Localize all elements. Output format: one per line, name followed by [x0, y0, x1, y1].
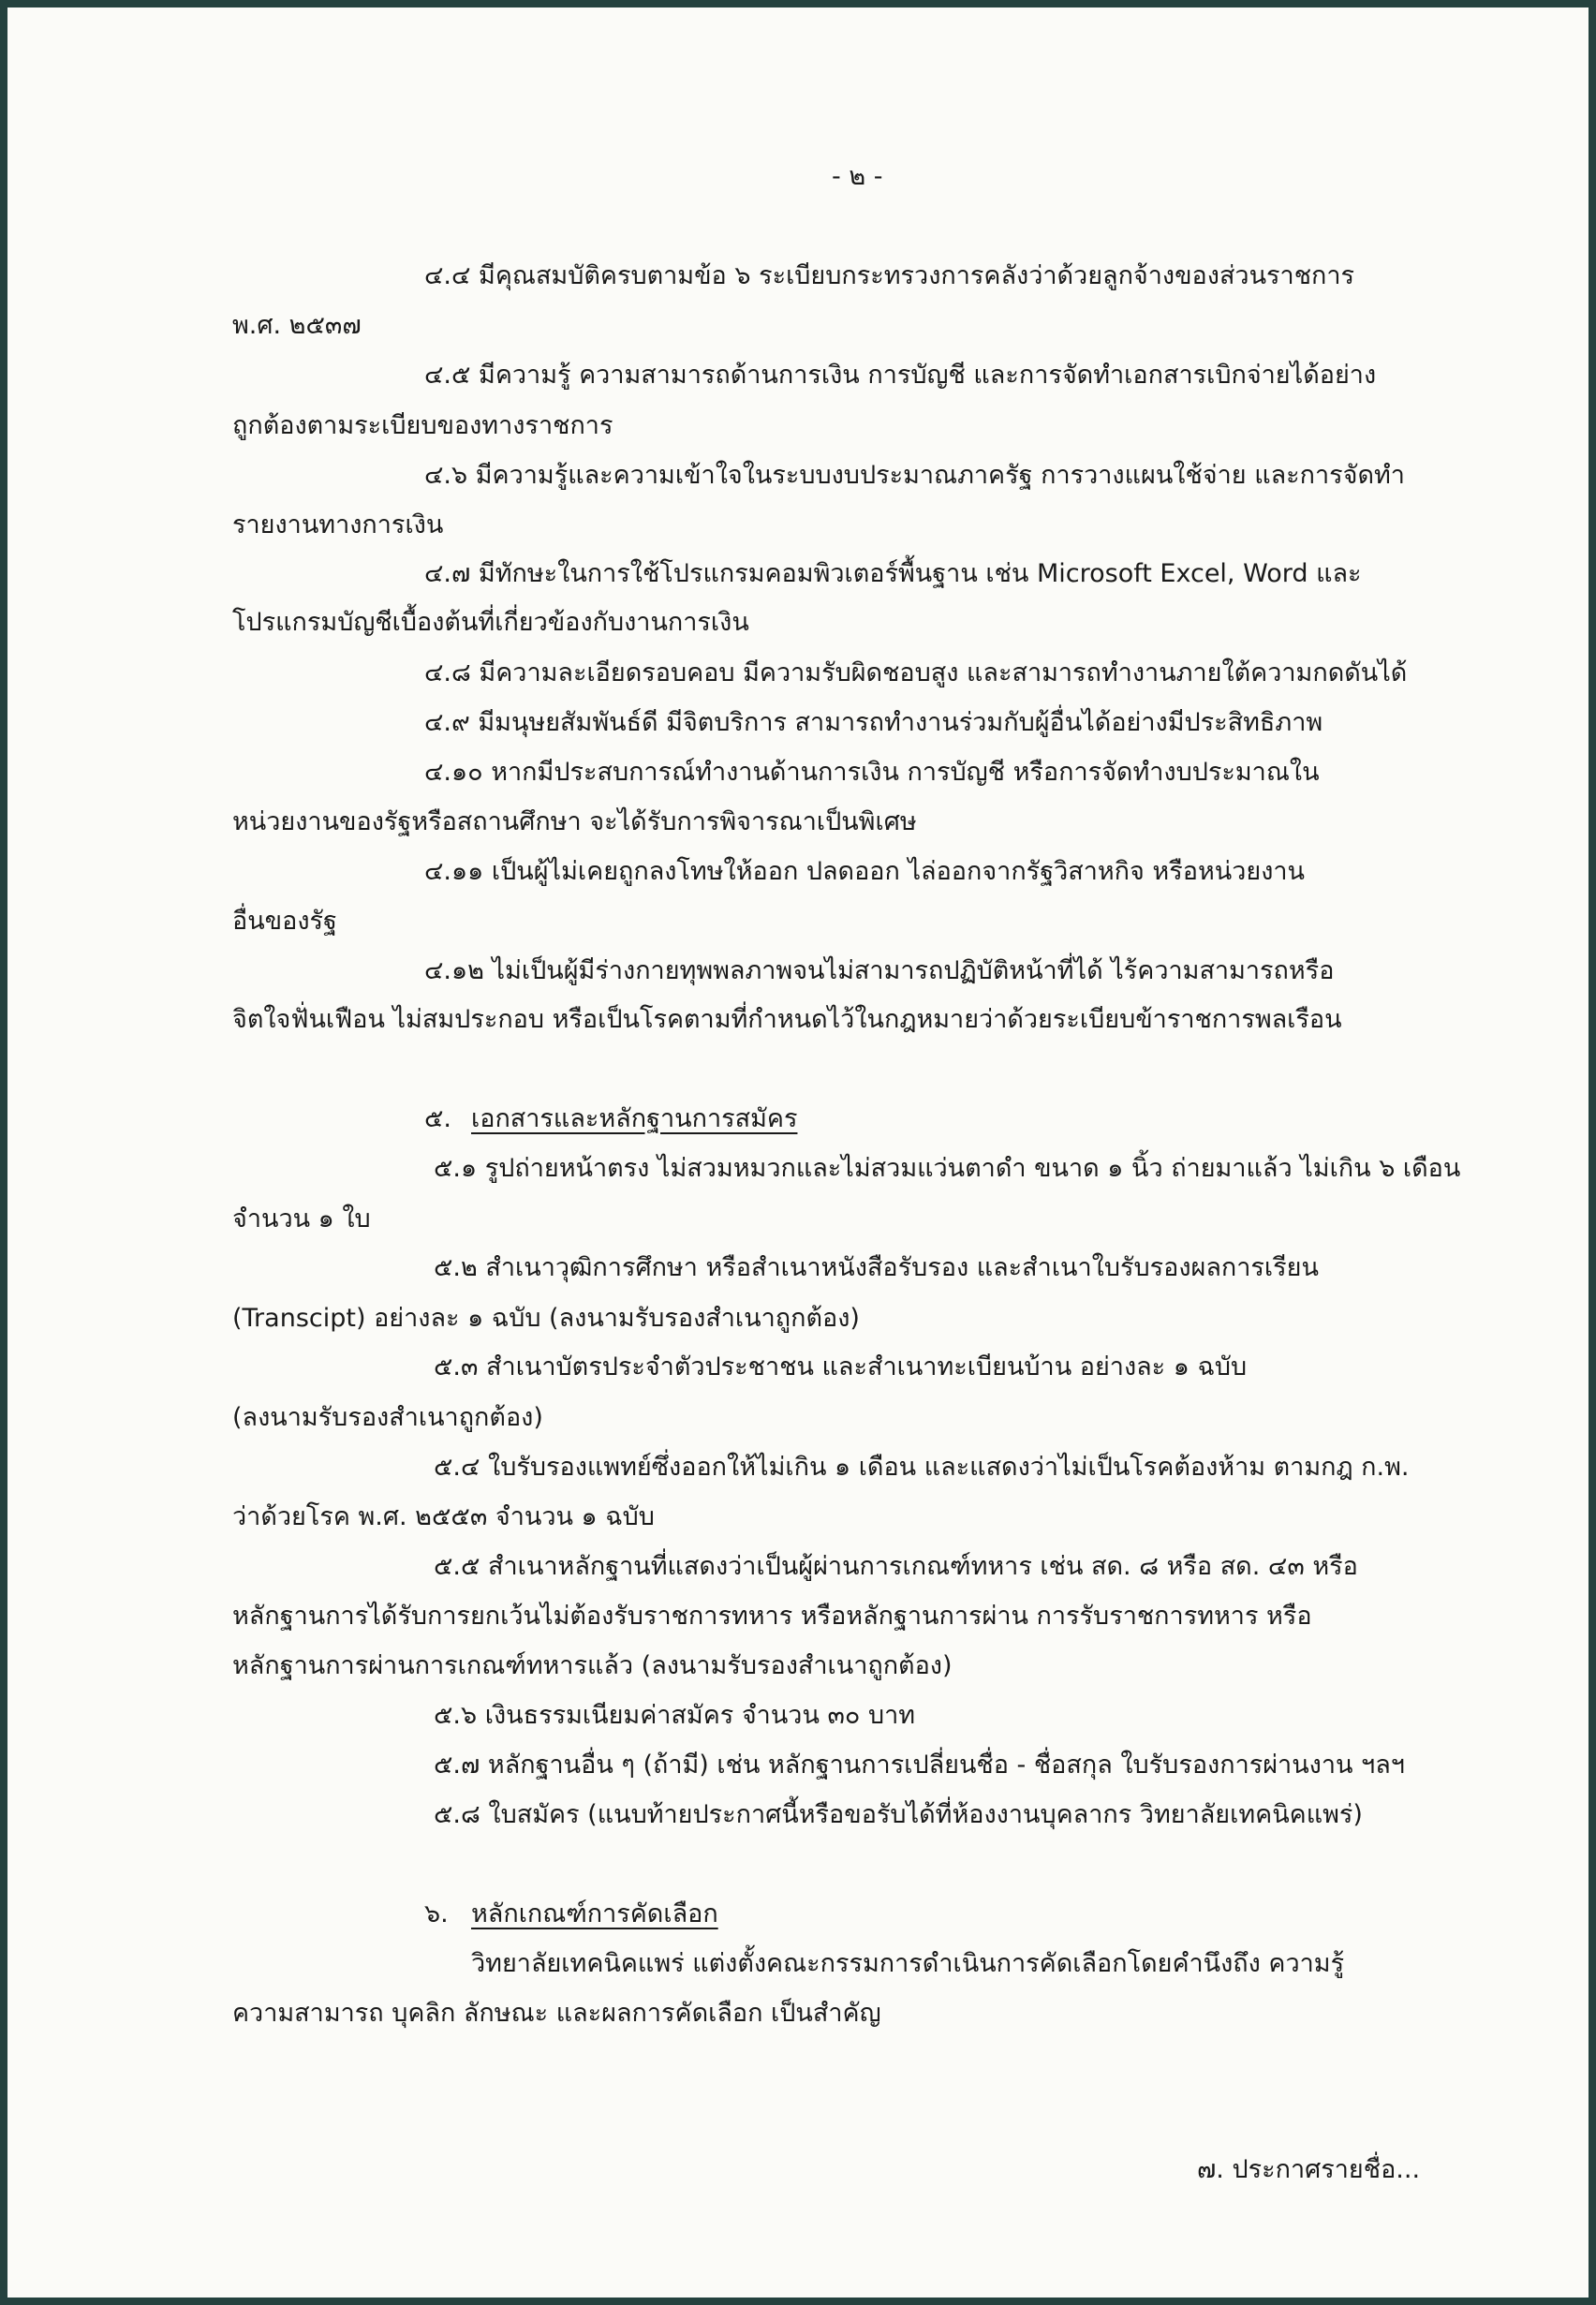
section-5-heading: เอกสารและหลักฐานการสมัคร — [471, 1104, 798, 1133]
section-6-line1: วิทยาลัยเทคนิคแพร่ แต่งตั้งคณะกรรมการดำเนินการคัดเลือกโดยคำนึงถึง ความรู้ — [471, 1949, 1345, 1978]
item-4-7-line1: ๔.๗ มีทักษะในการใช้โปรแกรมคอมพิวเตอร์พื้นฐาน เช่น Microsoft Excel, Word และ — [424, 559, 1362, 588]
section-6-line2: ความสามารถ บุคลิก ลักษณะ และผลการคัดเลือก เป็นสำคัญ — [232, 1999, 881, 2028]
item-5-1-line1: ๕.๑ รูปถ่ายหน้าตรง ไม่สวมหมวกและไม่สวมแว่นตาดำ ขนาด ๑ นิ้ว ถ่ายมาแล้ว ไม่เกิน ๖ เดือน — [434, 1154, 1461, 1183]
item-5-4-line1: ๕.๔ ใบรับรองแพทย์ซึ่งออกให้ไม่เกิน ๑ เดือน และแสดงว่าไม่เป็นโรคต้องห้าม ตามกฎ ก.พ. — [434, 1453, 1410, 1482]
item-4-8: ๔.๘ มีความละเอียดรอบคอบ มีความรับผิดชอบสูง และสามารถทำงานภายใต้ความกดดันได้ — [424, 658, 1408, 687]
item-5-4-line2: ว่าด้วยโรค พ.ศ. ๒๕๕๓ จำนวน ๑ ฉบับ — [232, 1502, 655, 1531]
item-4-10-line1: ๔.๑๐ หากมีประสบการณ์ทำงานด้านการเงิน การบัญชี หรือการจัดทำงบประมาณใน — [424, 758, 1320, 787]
item-5-5-line2: หลักฐานการได้รับการยกเว้นไม่ต้องรับราชการทหาร หรือหลักฐานการผ่าน การรับราชการทหาร หรือ — [232, 1602, 1312, 1631]
item-4-7-line2: โปรแกรมบัญชีเบื้องต้นที่เกี่ยวข้องกับงานการเงิน — [232, 608, 749, 637]
item-4-10-line2: หน่วยงานของรัฐหรือสถานศึกษา จะได้รับการพิจารณาเป็นพิเศษ — [232, 807, 917, 836]
item-5-1-line2: จำนวน ๑ ใบ — [232, 1204, 371, 1234]
item-5-7: ๕.๗ หลักฐานอื่น ๆ (ถ้ามี) เช่น หลักฐานการเปลี่ยนชื่อ - ชื่อสกุล ใบรับรองการผ่านงาน ฯลฯ — [434, 1751, 1405, 1780]
item-5-3-line1: ๕.๓ สำเนาบัตรประจำตัวประชาชน และสำเนาทะเบียนบ้าน อย่างละ ๑ ฉบับ — [434, 1352, 1248, 1382]
document-page — [7, 7, 1589, 2298]
item-4-6-line1: ๔.๖ มีความรู้และความเข้าใจในระบบงบประมาณภาครัฐ การวางแผนใช้จ่าย และการจัดทำ — [424, 461, 1405, 490]
item-5-2-line1: ๕.๒ สำเนาวุฒิการศึกษา หรือสำเนาหนังสือรับรอง และสำเนาใบรับรองผลการเรียน — [434, 1253, 1319, 1282]
next-page-cue: ๗. ประกาศรายชื่อ... — [1197, 2155, 1421, 2184]
item-4-6-line2: รายงานทางการเงิน — [232, 510, 444, 539]
item-4-5-line2: ถูกต้องตามระเบียบของทางราชการ — [232, 411, 613, 440]
section-6-number: ๖. — [424, 1899, 449, 1928]
item-5-6: ๕.๖ เงินธรรมเนียมค่าสมัคร จำนวน ๓๐ บาท — [434, 1701, 916, 1730]
item-5-8: ๕.๘ ใบสมัคร (แนบท้ายประกาศนี้หรือขอรับได้ที่ห้องงานบุคลากร วิทยาลัยเทคนิคแพร่) — [434, 1800, 1363, 1829]
item-4-12-line2: จิตใจฟั่นเฟือน ไม่สมประกอบ หรือเป็นโรคตามที่กำหนดไว้ในกฎหมายว่าด้วยระเบียบข้าราชการพลเรือน — [232, 1005, 1342, 1034]
item-4-12-line1: ๔.๑๒ ไม่เป็นผู้มีร่างกายทุพพลภาพจนไม่สามารถปฏิบัติหน้าที่ได้ ไร้ความสามารถหรือ — [424, 956, 1335, 985]
item-5-5-line3: หลักฐานการผ่านการเกณฑ์ทหารแล้ว (ลงนามรับรองสำเนาถูกต้อง) — [232, 1651, 953, 1680]
item-4-11-line2: อื่นของรัฐ — [232, 907, 337, 936]
item-4-9: ๔.๙ มีมนุษยสัมพันธ์ดี มีจิตบริการ สามารถทำงานร่วมกับผู้อื่นได้อย่างมีประสิทธิภาพ — [424, 708, 1323, 737]
section-5-number: ๕. — [424, 1104, 452, 1133]
item-4-4-line2: พ.ศ. ๒๕๓๗ — [232, 311, 362, 340]
item-5-2-line2: (Transcipt) อย่างละ ๑ ฉบับ (ลงนามรับรองสำเนาถูกต้อง) — [232, 1304, 860, 1333]
item-4-11-line1: ๔.๑๑ เป็นผู้ไม่เคยถูกลงโทษให้ออก ปลดออก ไล่ออกจากรัฐวิสาหกิจ หรือหน่วยงาน — [424, 857, 1305, 886]
item-4-4-line1: ๔.๔ มีคุณสมบัติครบตามข้อ ๖ ระเบียบกระทรวงการคลังว่าด้วยลูกจ้างของส่วนราชการ — [424, 261, 1355, 290]
item-4-5-line1: ๔.๕ มีความรู้ ความสามารถด้านการเงิน การบัญชี และการจัดทำเอกสารเบิกจ่ายได้อย่าง — [424, 361, 1377, 390]
item-5-3-line2: (ลงนามรับรองสำเนาถูกต้อง) — [232, 1403, 543, 1432]
section-6-heading: หลักเกณฑ์การคัดเลือก — [471, 1899, 718, 1928]
item-5-5-line1: ๕.๕ สำเนาหลักฐานที่แสดงว่าเป็นผู้ผ่านการเกณฑ์ทหาร เช่น สด. ๘ หรือ สด. ๔๓ หรือ — [434, 1552, 1358, 1581]
page-number: - ๒ - — [832, 162, 883, 191]
